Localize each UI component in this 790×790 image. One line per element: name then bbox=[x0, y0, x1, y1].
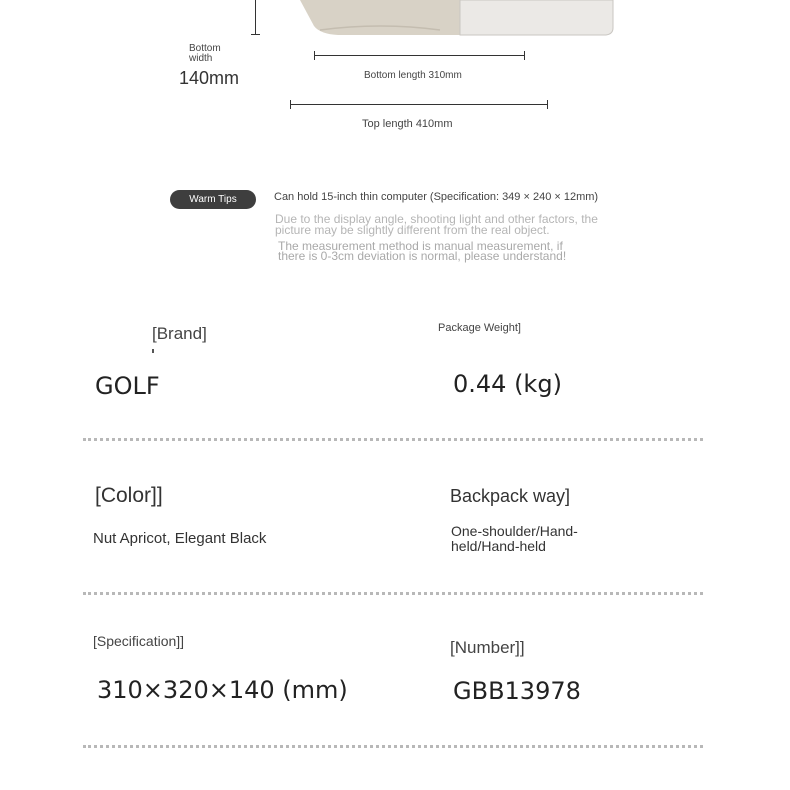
color-label: [Color]] bbox=[95, 484, 163, 507]
top-length-cap-left bbox=[290, 100, 291, 109]
bottom-width-value: 140mm bbox=[179, 68, 240, 88]
bottom-width-line bbox=[255, 0, 256, 34]
bottom-length-label: Bottom length 310mm bbox=[364, 70, 462, 81]
brand-value: GOLF bbox=[95, 372, 160, 400]
package-weight-value: 0.44 (kg) bbox=[453, 370, 562, 398]
disclaimer-display-angle-1: Due to the display angle, shooting light and other factors, the bbox=[275, 212, 598, 226]
bottom-length-cap-right bbox=[524, 51, 525, 60]
bottom-length-cap-left bbox=[314, 51, 315, 60]
top-length-cap-right bbox=[547, 100, 548, 109]
package-weight-label: Package Weight] bbox=[438, 322, 521, 334]
top-length-label: Top length 410mm bbox=[362, 118, 453, 130]
disclaimer-measurement-2: there is 0-3cm deviation is normal, please understand! bbox=[278, 249, 567, 263]
specification-label: [Specification]] bbox=[93, 633, 185, 649]
disclaimer-display-angle-2: picture may be slightly different from the real object. bbox=[275, 223, 550, 237]
brand-label: [Brand] bbox=[152, 324, 207, 343]
divider-dotted-1 bbox=[83, 438, 703, 441]
disclaimer-measurement-1: The measurement method is manual measurement, if bbox=[278, 239, 563, 253]
warm-tips-badge: Warm Tips bbox=[170, 190, 256, 209]
bottom-width-label: Bottom width bbox=[189, 43, 221, 64]
laptop-capacity-text: Can hold 15-inch thin computer (Specification: 349 × 240 × 12mm) bbox=[274, 191, 599, 203]
number-value: GBB13978 bbox=[453, 677, 581, 705]
bag-bottom-image bbox=[280, 0, 614, 36]
backpack-way-label: Backpack way] bbox=[450, 486, 571, 506]
divider-dotted-2 bbox=[83, 592, 703, 595]
backpack-way-value: One-shoulder/Hand- held/Hand-held bbox=[451, 523, 578, 554]
specification-value: 310×320×140 (mm) bbox=[97, 676, 348, 704]
number-label: [Number]] bbox=[450, 638, 525, 657]
brand-tick-mark bbox=[152, 349, 154, 353]
divider-dotted-3 bbox=[83, 745, 703, 748]
bottom-width-cap bbox=[251, 34, 260, 35]
bottom-length-line bbox=[314, 55, 525, 56]
top-length-line bbox=[290, 104, 548, 105]
color-value: Nut Apricot, Elegant Black bbox=[93, 530, 267, 547]
